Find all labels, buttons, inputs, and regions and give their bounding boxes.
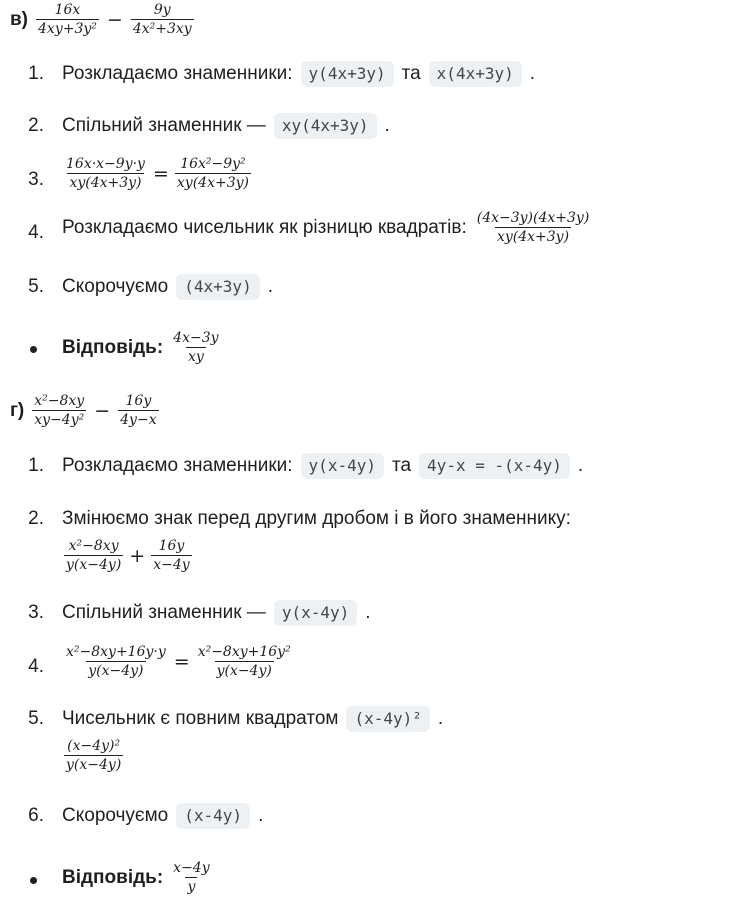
period: . bbox=[258, 805, 264, 826]
bullet bbox=[30, 346, 37, 353]
denominator: y(x−4y) bbox=[88, 663, 144, 679]
fraction bbox=[175, 156, 251, 191]
step-line bbox=[62, 210, 591, 245]
denominator: xy(4x+3y) bbox=[496, 229, 570, 245]
period: . bbox=[365, 602, 371, 623]
fraction bbox=[64, 644, 168, 679]
fraction bbox=[475, 210, 592, 245]
answer-label: Відповідь: bbox=[62, 336, 164, 358]
step-text: та bbox=[391, 455, 412, 476]
minus-operator: − bbox=[94, 399, 111, 422]
fraction bbox=[151, 538, 191, 573]
equals-operator: = bbox=[152, 162, 169, 185]
numerator: 16y bbox=[125, 393, 152, 409]
step-text: Скорочуємо bbox=[62, 276, 169, 297]
numerator: 16x²−9y² bbox=[180, 156, 246, 172]
denominator: y(x−4y) bbox=[216, 663, 272, 679]
step-text: Чисельник є повним квадратом bbox=[62, 708, 339, 729]
section-label: г) bbox=[10, 399, 25, 421]
fraction bbox=[64, 538, 123, 573]
denominator: 4y−x bbox=[120, 412, 157, 428]
step-text: Спільний знаменник — bbox=[62, 602, 266, 623]
numerator: (x−4y)² bbox=[67, 738, 121, 754]
step-number: 2. bbox=[28, 508, 44, 529]
denominator: y(x−4y) bbox=[66, 557, 122, 573]
step-text: Розкладаємо чисельник як різницю квадратів: bbox=[62, 216, 467, 238]
step-text: Розкладаємо знаменники: bbox=[62, 63, 293, 84]
equals-operator: = bbox=[173, 650, 190, 673]
inline-code: y(4x+3y) bbox=[301, 61, 394, 87]
period: . bbox=[577, 455, 584, 476]
inline-code: (x-4y) bbox=[176, 803, 250, 829]
denominator: xy bbox=[187, 349, 204, 365]
step-text: Спільний знаменник — bbox=[62, 115, 266, 136]
inline-code: y(x-4y) bbox=[301, 453, 384, 479]
numerator: x²−8xy bbox=[34, 393, 85, 409]
numerator: 16x·x−9y·y bbox=[66, 156, 145, 172]
numerator: x²−8xy+16y² bbox=[197, 644, 291, 660]
step-number: 5. bbox=[28, 708, 44, 729]
answer-line bbox=[62, 330, 221, 365]
step-formula bbox=[64, 538, 192, 573]
fraction bbox=[196, 644, 293, 679]
step-text: та bbox=[401, 63, 421, 84]
step-line bbox=[62, 706, 443, 732]
step-number: 3. bbox=[28, 602, 44, 623]
inline-code: xy(4x+3y) bbox=[274, 113, 377, 139]
step-number: 1. bbox=[28, 455, 44, 476]
fraction bbox=[64, 156, 147, 191]
numerator: 16y bbox=[158, 538, 185, 554]
period: . bbox=[529, 63, 536, 84]
denominator: xy(4x+3y) bbox=[69, 175, 142, 191]
denominator: 4x²+3xy bbox=[132, 21, 192, 37]
inline-code: 4y-x = -(x-4y) bbox=[419, 453, 570, 479]
step-line bbox=[62, 274, 273, 300]
step-number: 5. bbox=[28, 276, 44, 297]
numerator: x−4y bbox=[173, 860, 210, 876]
section-v-header bbox=[10, 2, 194, 37]
step-line bbox=[62, 113, 390, 139]
step-number: 1. bbox=[28, 63, 44, 84]
denominator: xy(4x+3y) bbox=[176, 175, 249, 191]
denominator: x−4y bbox=[153, 557, 190, 573]
step-formula bbox=[64, 738, 123, 773]
step-text: Скорочуємо bbox=[62, 805, 169, 826]
fraction bbox=[131, 2, 194, 37]
step-number: 6. bbox=[28, 805, 44, 826]
step-line bbox=[62, 453, 583, 479]
step-text: Змінюємо знак перед другим дробом і в його знаменнику: bbox=[62, 508, 571, 529]
denominator: xy−4y² bbox=[34, 412, 85, 428]
numerator: 4x−3y bbox=[173, 330, 219, 346]
inline-code: y(x-4y) bbox=[274, 600, 357, 626]
numerator: (4x−3y)(4x+3y) bbox=[476, 210, 590, 226]
period: . bbox=[384, 115, 390, 136]
fraction bbox=[32, 393, 86, 428]
fraction bbox=[171, 860, 211, 895]
step-number: 3. bbox=[28, 169, 44, 190]
step-text: Розкладаємо знаменники: bbox=[62, 455, 293, 476]
bullet bbox=[30, 877, 37, 884]
step-line bbox=[64, 644, 293, 679]
denominator: y(x−4y) bbox=[66, 757, 122, 773]
inline-code: (x-4y)² bbox=[346, 706, 429, 732]
answer-line bbox=[62, 860, 212, 895]
step-line bbox=[62, 803, 263, 829]
inline-code: (4x+3y) bbox=[176, 274, 259, 300]
fraction bbox=[171, 330, 220, 365]
period: . bbox=[267, 276, 273, 297]
plus-operator: + bbox=[129, 544, 146, 567]
step-line bbox=[64, 156, 251, 191]
fraction bbox=[36, 2, 99, 37]
numerator: 16x bbox=[54, 2, 81, 18]
denominator: 4xy+3y² bbox=[38, 21, 97, 37]
period: . bbox=[437, 708, 444, 729]
numerator: x²−8xy+16y·y bbox=[66, 644, 166, 660]
fraction bbox=[118, 393, 158, 428]
step-line bbox=[62, 61, 535, 87]
minus-operator: − bbox=[106, 8, 123, 31]
section-label: в) bbox=[10, 8, 29, 30]
step-number: 4. bbox=[28, 222, 44, 243]
inline-code: x(4x+3y) bbox=[429, 61, 522, 87]
fraction bbox=[64, 738, 123, 773]
numerator: 9y bbox=[153, 2, 171, 18]
step-number: 2. bbox=[28, 115, 44, 136]
section-g-header bbox=[10, 393, 159, 428]
numerator: x²−8xy bbox=[68, 538, 119, 554]
answer-label: Відповідь: bbox=[62, 866, 164, 888]
denominator: y bbox=[187, 879, 196, 895]
step-number: 4. bbox=[28, 656, 44, 677]
step-line bbox=[62, 600, 371, 626]
